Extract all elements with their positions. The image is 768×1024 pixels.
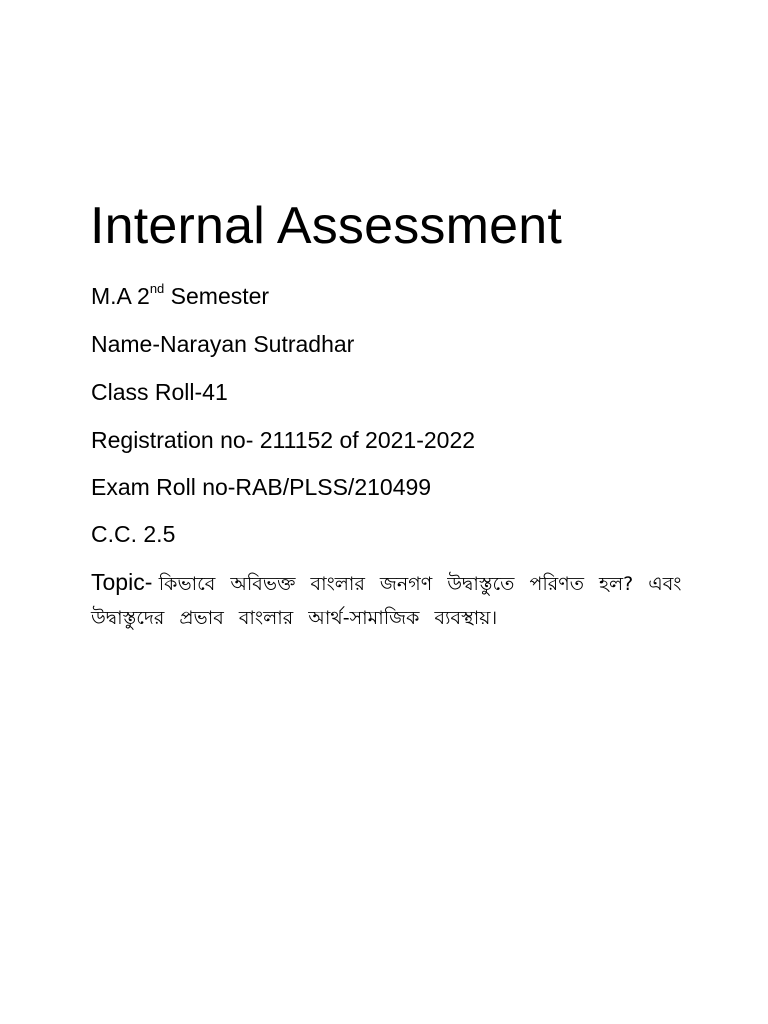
semester-prefix: M.A 2 xyxy=(91,283,150,309)
document-title: Internal Assessment xyxy=(90,197,563,255)
semester-suffix: Semester xyxy=(164,283,270,309)
student-name-line: Name-Narayan Sutradhar xyxy=(91,331,355,357)
topic-label: Topic- xyxy=(91,569,153,595)
topic-text: কিভাবে অবিভক্ত বাংলার জনগণ উদ্বাস্তুতে পরিণত হল? এবং উদ্বাস্তুদের প্রভাব বাংলার আর্থ-সামাজিক ব্যবস্থায়। xyxy=(91,573,682,629)
topic-paragraph xyxy=(91,566,691,634)
exam-roll-line: Exam Roll no-RAB/PLSS/210499 xyxy=(91,474,432,500)
course-code-line: C.C. 2.5 xyxy=(91,521,176,547)
class-roll-line: Class Roll-41 xyxy=(91,379,228,405)
registration-line: Registration no- 211152 of 2021-2022 xyxy=(91,427,476,453)
semester-ordinal-suffix: nd xyxy=(149,281,165,296)
semester-line xyxy=(91,281,269,311)
